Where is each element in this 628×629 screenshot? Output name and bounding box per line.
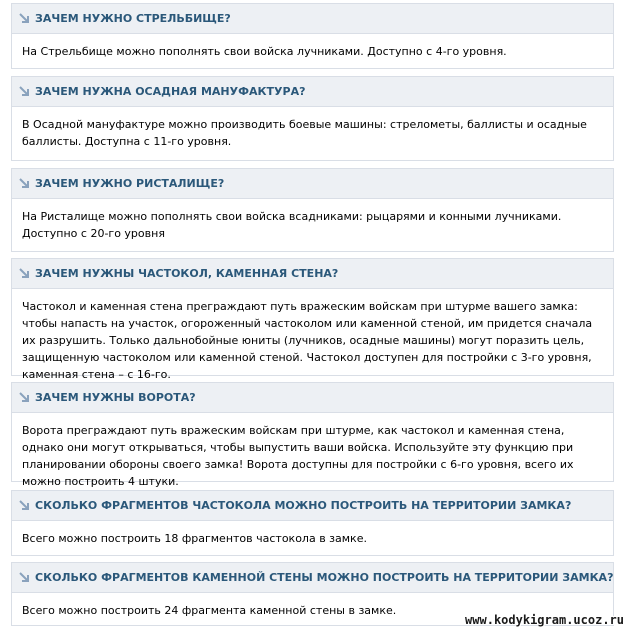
arrow-down-right-icon xyxy=(19,572,30,583)
faq-item xyxy=(11,168,614,252)
arrow-down-right-icon xyxy=(19,178,30,189)
faq-question[interactable] xyxy=(12,491,613,521)
faq-question[interactable] xyxy=(12,169,613,199)
faq-answer: В Осадной мануфактуре можно производить боевые машины: стрелометы, баллисты и осадные баллисты. Доступна с 11-го уровня. xyxy=(22,118,587,148)
watermark-text: www.kodykigram.ucoz.ru xyxy=(465,613,624,627)
faq-answer: На Ристалище можно пополнять свои войска всадниками: рыцарями и конными лучниками. Доступно с 20-го уровня xyxy=(22,210,562,240)
faq-question[interactable] xyxy=(12,4,613,34)
faq-question-text: ЗАЧЕМ НУЖНО РИСТАЛИЩЕ? xyxy=(35,177,225,190)
faq-item xyxy=(11,76,614,161)
faq-question[interactable] xyxy=(12,563,613,593)
faq-answer: Всего можно построить 24 фрагмента каменной стены в замке. xyxy=(22,604,397,617)
faq-item xyxy=(11,382,614,488)
faq-answer: Частокол и каменная стена преграждают путь вражеским войскам при штурме вашего замка: чтобы напасть на участок, огороженный частоколом или каменной стеной, им придется сначала их разрушить. Только дальнобойные юниты (лучников, осадные машины) могут поразить цель, защищенную частоколом или каменной стеной. Частокол доступен для постройки с 3-го уровня, каменная стена – с 16-го. xyxy=(22,300,593,381)
faq-question-text: ЗАЧЕМ НУЖНЫ ЧАСТОКОЛ, КАМЕННАЯ СТЕНА? xyxy=(35,267,339,280)
faq-question[interactable] xyxy=(12,77,613,107)
faq-item xyxy=(11,258,614,381)
faq-question[interactable] xyxy=(12,259,613,289)
arrow-down-right-icon xyxy=(19,500,30,511)
faq-answer: Ворота преграждают путь вражеским войскам при штурме, как частокол и каменная стена, однако они могут открываться, чтобы выпустить ваши войска. Используйте эту функцию при планировании обороны своего замка! Ворота доступны для постройки с 6-го уровня, всего их можно построить 4 штуки. xyxy=(22,424,574,488)
faq-question[interactable] xyxy=(12,383,613,413)
faq-question-text: СКОЛЬКО ФРАГМЕНТОВ КАМЕННОЙ СТЕНЫ МОЖНО ПОСТРОИТЬ НА ТЕРРИТОРИИ ЗАМКА? xyxy=(35,571,614,584)
faq-answer: Всего можно построить 18 фрагментов частокола в замке. xyxy=(22,532,367,545)
arrow-down-right-icon xyxy=(19,13,30,24)
faq-question-text: ЗАЧЕМ НУЖНА ОСАДНАЯ МАНУФАКТУРА? xyxy=(35,85,306,98)
faq-question-text: ЗАЧЕМ НУЖНЫ ВОРОТА? xyxy=(35,391,196,404)
faq-item xyxy=(11,3,614,69)
faq-question-text: СКОЛЬКО ФРАГМЕНТОВ ЧАСТОКОЛА МОЖНО ПОСТРОИТЬ НА ТЕРРИТОРИИ ЗАМКА? xyxy=(35,499,572,512)
faq-answer: На Стрельбище можно пополнять свои войска лучниками. Доступно с 4-го уровня. xyxy=(22,45,507,58)
arrow-down-right-icon xyxy=(19,268,30,279)
arrow-down-right-icon xyxy=(19,86,30,97)
faq-question-text: ЗАЧЕМ НУЖНО СТРЕЛЬБИЩЕ? xyxy=(35,12,231,25)
faq-item xyxy=(11,490,614,556)
arrow-down-right-icon xyxy=(19,392,30,403)
